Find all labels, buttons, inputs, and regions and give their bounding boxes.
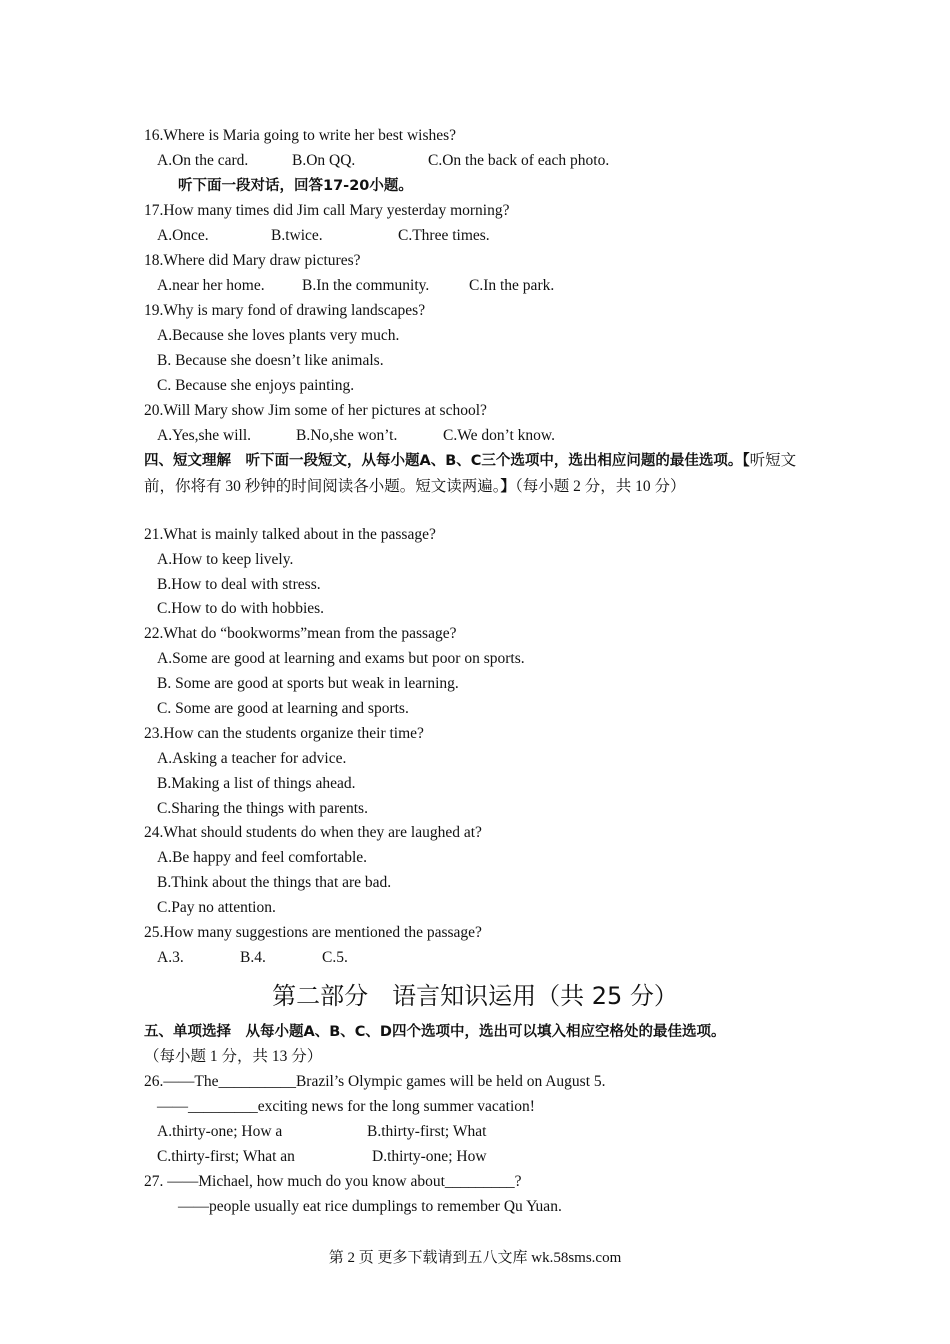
option-22a: A.Some are good at learning and exams but poor on sports. [157,650,525,667]
option-21a: A.How to keep lively. [157,551,294,568]
option-24c: C.Pay no attention. [157,899,276,916]
option-22b: B. Some are good at sports but weak in learning. [157,675,459,692]
option-17a: A.Once. [157,227,209,244]
option-26d: D.thirty-one; How [372,1148,487,1165]
question-22: 22.What do “bookworms”mean from the passage? [144,625,457,642]
option-26c: C.thirty-first; What an [157,1148,295,1165]
option-19c: C. Because she enjoys painting. [157,377,355,394]
option-16b: B.On QQ. [292,152,356,169]
question-23: 23.How can the students organize their time? [144,725,424,742]
option-17c: C.Three times. [398,227,490,244]
question-25: 25.How many suggestions are mentioned the passage? [144,924,482,941]
option-23a: A.Asking a teacher for advice. [157,750,347,767]
option-18a: A.near her home. [157,277,265,294]
option-26b: B.thirty-first; What [367,1123,487,1140]
question-16: 16.Where is Maria going to write her best wishes? [144,127,457,144]
section-5-heading: 五、单项选择 从每小题A、B、C、D四个选项中，选出可以填入相应空格处的最佳选项。 [144,1024,726,1040]
option-21b: B.How to deal with stress. [157,576,321,593]
option-26a: A.thirty-one; How a [157,1123,283,1140]
option-16a: A.On the card. [157,152,249,169]
option-18c: C.In the park. [469,277,555,294]
option-18b: B.In the community. [302,277,430,294]
option-25a: A.3. [157,949,184,966]
question-21: 21.What is mainly talked about in the passage? [144,526,436,543]
option-24b: B.Think about the things that are bad. [157,874,392,891]
option-17b: B.twice. [271,227,323,244]
question-26-reply: ——_________exciting news for the long summer vacation! [157,1098,535,1115]
option-24a: A.Be happy and feel comfortable. [157,849,368,866]
question-19: 19.Why is mary fond of drawing landscapes? [144,302,426,319]
question-27: 27. ——Michael, how much do you know about_________? [144,1173,522,1190]
section-4-note: 听短文前，你将有 30 秒钟的时间阅读各小题。短文读两遍。 [144,452,797,495]
option-23c: C.Sharing the things with parents. [157,800,368,817]
option-19b: B. Because she doesn’t like animals. [157,352,384,369]
part-2-title: 第二部分 语言知识运用（共 25 分） [272,982,678,1010]
option-16c: C.On the back of each photo. [428,152,610,169]
option-25c: C.5. [322,949,348,966]
question-17: 17.How many times did Jim call Mary yesterday morning? [144,202,510,219]
question-26: 26.——The__________Brazil’s Olympic games will be held on August 5. [144,1073,606,1090]
option-20a: A.Yes,she will. [157,427,252,444]
option-20b: B.No,she won’t. [296,427,398,444]
option-19a: A.Because she loves plants very much. [157,327,400,344]
page-footer: 第 2 页 更多下载请到五八文库 wk.58sms.com [328,1250,622,1266]
question-27-reply: ——people usually eat rice dumplings to remember Qu Yuan. [178,1198,562,1215]
option-25b: B.4. [240,949,266,966]
section-4-heading-end: 】 [500,479,516,495]
question-18: 18.Where did Mary draw pictures? [144,252,361,269]
section-4-score: （每小题 2 分，共 10 分） [515,478,686,495]
option-22c: C. Some are good at learning and sports. [157,700,409,717]
dialog-instruction: 听下面一段对话，回答17-20小题。 [178,178,413,194]
question-24: 24.What should students do when they are laughed at? [144,824,482,841]
section-4-title: 四、短文理解 听下面一段短文，从每小题A、B、C三个选项中，选出相应问题的最佳选项。【 [144,453,750,469]
section-4-heading [144,448,808,500]
option-20c: C.We don’t know. [443,427,555,444]
section-5-score: （每小题 1 分，共 13 分） [144,1048,323,1065]
question-20: 20.Will Mary show Jim some of her pictures at school? [144,402,487,419]
option-21c: C.How to do with hobbies. [157,600,325,617]
option-23b: B.Making a list of things ahead. [157,775,356,792]
